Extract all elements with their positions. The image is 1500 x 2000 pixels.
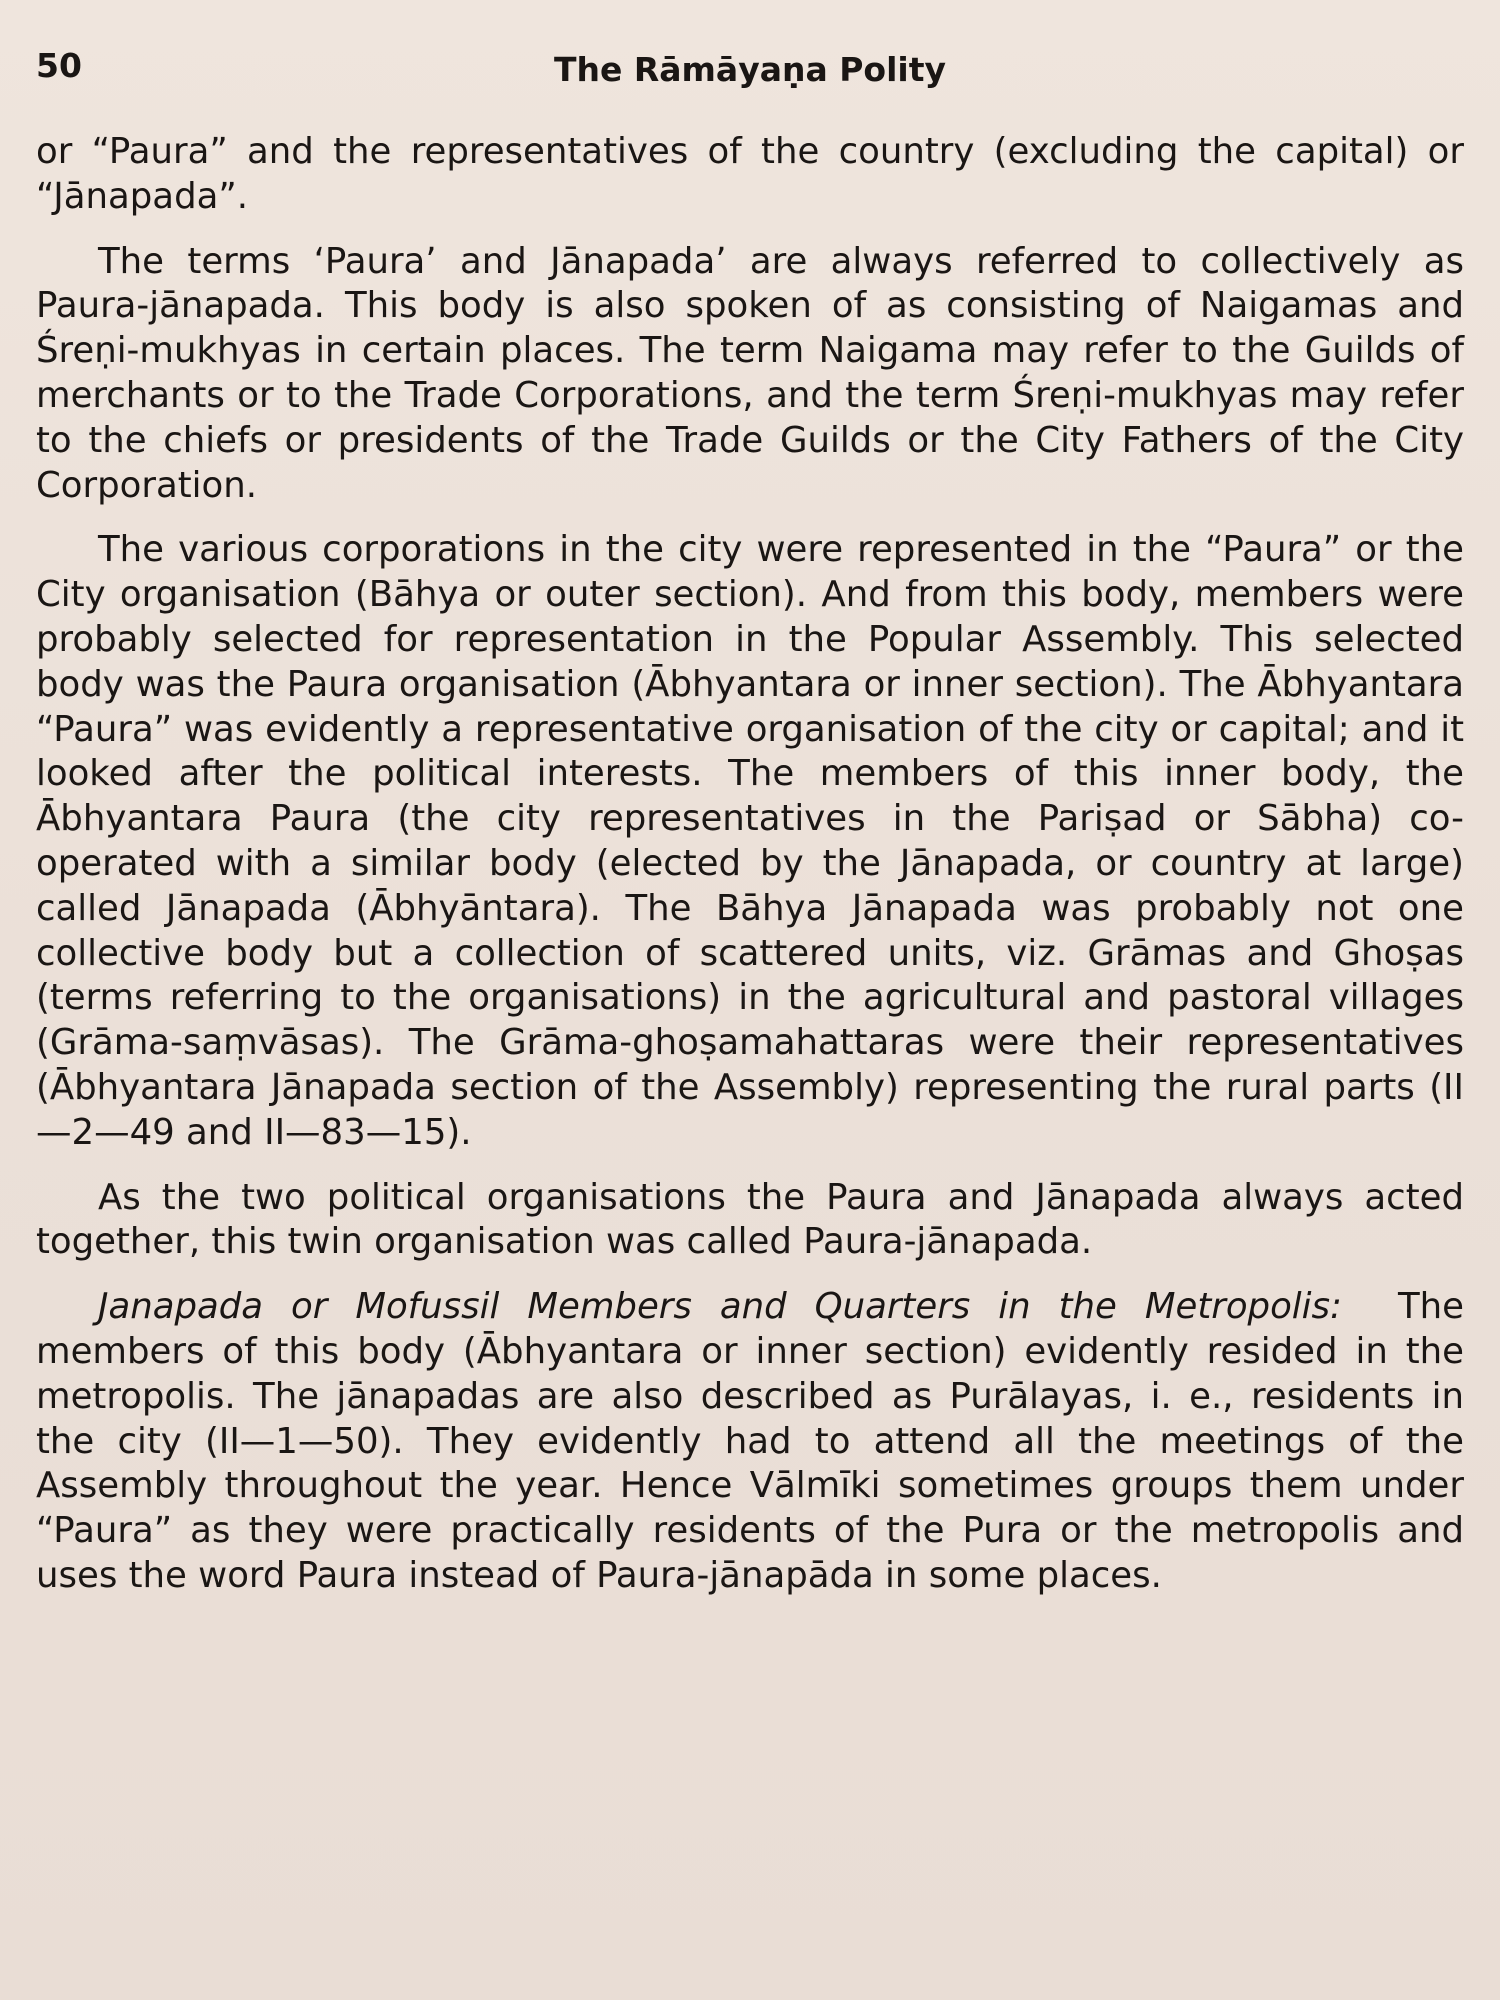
paragraph-4-text: As the two political organisations the Paura and Jānapada always acted together, this twin organisation was called Paura-jānapada. bbox=[36, 1176, 1464, 1263]
paragraph-3-text: The various corporations in the city were represented in the “Paura” or the City organisation (Bāhya or outer section). And from this body, members were probably selected for representation in the Popular Assembly. This selected body was the Paura organisation (Ābhyantara or inner section). The Ābhyantara “Paura” was evidently a representative organisation of the city or capital; and it looked after the political interests. The members of this inner body, the Ābhyantara Paura (the city representatives in the Pariṣad or Sābha) co-operated with a similar body (elected by the Jānapada, or country at large) called Jānapada (Ābhyāntara). The Bāhya Jānapada was probably not one collective body but a collection of scattered units, viz. Grāmas and Ghoṣas (terms referring to the organisations) in the agricultural and pastoral villages (Grāma-saṃvāsas). The Grāma-ghoṣamahattaras were their representatives (Ābhyantara Jānapada section of the Assembly) representing the rural parts (II—2—49 and II—83—15). bbox=[36, 529, 1464, 1153]
body-text bbox=[36, 130, 1464, 1599]
running-title: The Rāmāyaṇa Polity bbox=[553, 50, 946, 89]
paragraph-1 bbox=[36, 130, 1464, 220]
page-number: 50 bbox=[36, 46, 82, 85]
paragraph-5-text: The members of this body (Ābhyantara or inner section) evidently resided in the metropolis. The jānapadas are also described as Purālayas, i. e., residents in the city (II—1—50). They evidently had to attend all the meetings of the Assembly throughout the year. Hence Vālmīki sometimes groups them under “Paura” as they were practically residents of the Pura or the metropolis and uses the word Paura instead of Paura-jānapāda in some places. bbox=[36, 1286, 1464, 1596]
paragraph-1-text: or “Paura” and the representatives of the country (excluding the capital) or “Jānapada”. bbox=[36, 131, 1464, 217]
paragraph-4 bbox=[36, 1176, 1464, 1266]
paragraph-2-text: The terms ‘Paura’ and Jānapada’ are always referred to collectively as Paura-jānapada. This body is also spoken of as consisting of Naigamas and Śreṇi-mukhyas in certain places. The term Naigama may refer to the Guilds of merchants or to the Trade Corporations, and the term Śreṇi-mukhyas may refer to the chiefs or presidents of the Trade Guilds or the City Fathers of the City Corporation. bbox=[36, 240, 1464, 506]
paragraph-5 bbox=[36, 1285, 1464, 1599]
page-header bbox=[36, 46, 1464, 96]
section-heading-inline: Janapada or Mofussil Members and Quarters in the Metropolis: bbox=[98, 1286, 1342, 1328]
paragraph-2 bbox=[36, 240, 1464, 509]
paragraph-3 bbox=[36, 528, 1464, 1155]
